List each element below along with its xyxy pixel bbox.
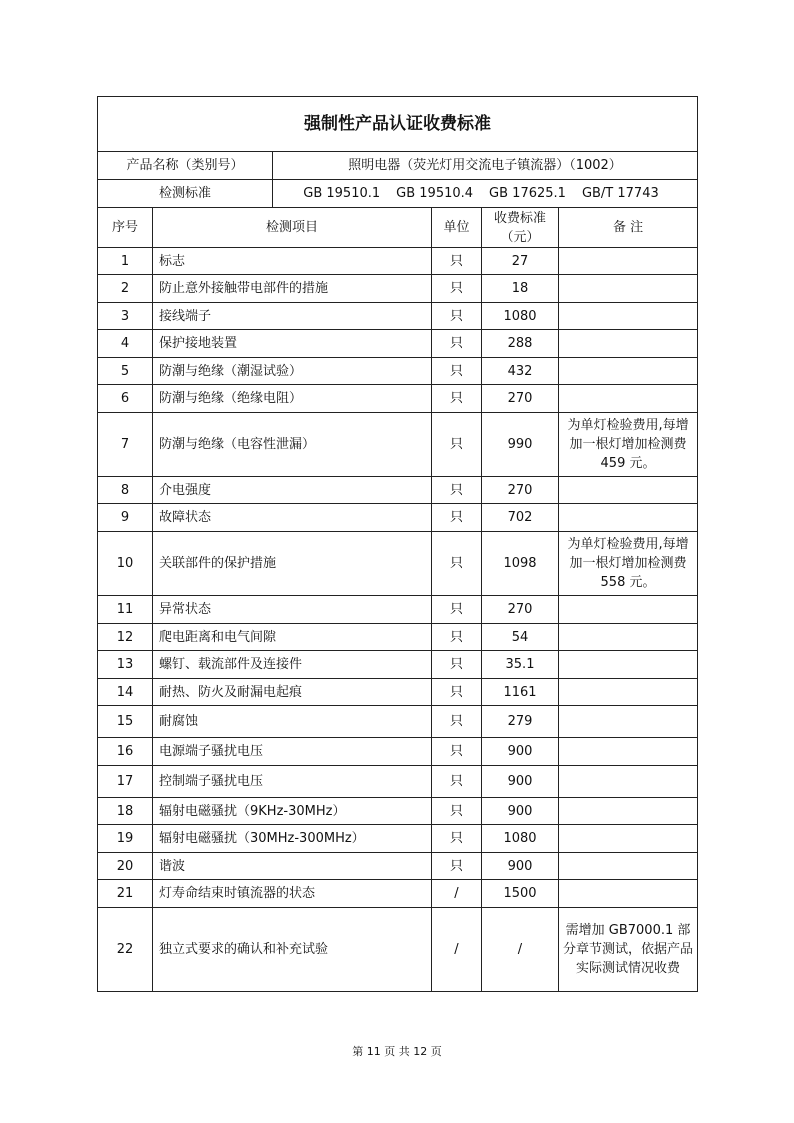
note-cell xyxy=(559,330,698,358)
standard-code: GB 19510.1 xyxy=(303,186,381,201)
header-note: 备 注 xyxy=(559,208,698,248)
note-cell xyxy=(559,477,698,504)
note-cell xyxy=(559,624,698,651)
row-number: 6 xyxy=(98,385,153,413)
test-item: 保护接地装置 xyxy=(153,330,432,358)
test-standard-list xyxy=(273,180,698,208)
note-cell xyxy=(559,766,698,798)
test-item: 异常状态 xyxy=(153,596,432,624)
row-number: 9 xyxy=(98,504,153,532)
fee-cell: 1080 xyxy=(482,303,559,330)
row-number: 10 xyxy=(98,532,153,596)
test-standard-label: 检测标准 xyxy=(98,180,273,208)
test-item: 故障状态 xyxy=(153,504,432,532)
row-number: 15 xyxy=(98,706,153,738)
row-number: 13 xyxy=(98,651,153,679)
fee-cell: / xyxy=(482,908,559,992)
fee-cell: 990 xyxy=(482,413,559,477)
table-row xyxy=(98,358,698,385)
fee-cell: 432 xyxy=(482,358,559,385)
note-cell xyxy=(559,738,698,766)
unit-cell: 只 xyxy=(432,248,482,275)
test-item: 电源端子骚扰电压 xyxy=(153,738,432,766)
page-title: 强制性产品认证收费标准 xyxy=(98,97,698,152)
fee-cell: 900 xyxy=(482,766,559,798)
test-item: 接线端子 xyxy=(153,303,432,330)
table-row xyxy=(98,330,698,358)
fee-cell: 18 xyxy=(482,275,559,303)
unit-cell: 只 xyxy=(432,275,482,303)
fee-cell: 35.1 xyxy=(482,651,559,679)
test-item: 防潮与绝缘（电容性泄漏） xyxy=(153,413,432,477)
unit-cell: 只 xyxy=(432,330,482,358)
row-number: 17 xyxy=(98,766,153,798)
page-footer: 第 11 页 共 12 页 xyxy=(352,1045,442,1058)
test-item: 控制端子骚扰电压 xyxy=(153,766,432,798)
note-cell xyxy=(559,303,698,330)
unit-cell: 只 xyxy=(432,303,482,330)
test-item: 防潮与绝缘（潮湿试验） xyxy=(153,358,432,385)
fee-standard-table xyxy=(97,96,698,992)
test-item: 耐腐蚀 xyxy=(153,706,432,738)
header-unit: 单位 xyxy=(432,208,482,248)
test-item: 辐射电磁骚扰（30MHz-300MHz） xyxy=(153,825,432,853)
note-cell: 为单灯检验费用,每增加一根灯增加检测费 459 元。 xyxy=(559,413,698,477)
header-fee: 收费标准（元） xyxy=(482,208,559,248)
fee-cell: 702 xyxy=(482,504,559,532)
fee-cell: 54 xyxy=(482,624,559,651)
test-item: 螺钉、载流部件及连接件 xyxy=(153,651,432,679)
test-item: 谐波 xyxy=(153,853,432,880)
table-row xyxy=(98,766,698,798)
test-item: 关联部件的保护措施 xyxy=(153,532,432,596)
standard-code: GB/T 17743 xyxy=(581,186,659,201)
fee-cell: 900 xyxy=(482,798,559,825)
fee-cell: 1500 xyxy=(482,880,559,908)
fee-cell: 288 xyxy=(482,330,559,358)
note-cell xyxy=(559,880,698,908)
unit-cell: / xyxy=(432,880,482,908)
test-item: 独立式要求的确认和补充试验 xyxy=(153,908,432,992)
standard-code: GB 17625.1 xyxy=(489,186,566,201)
row-number: 1 xyxy=(98,248,153,275)
test-item: 防止意外接触带电部件的措施 xyxy=(153,275,432,303)
unit-cell: 只 xyxy=(432,853,482,880)
table-row xyxy=(98,908,698,992)
test-item: 介电强度 xyxy=(153,477,432,504)
table-row xyxy=(98,248,698,275)
table-row xyxy=(98,738,698,766)
unit-cell: 只 xyxy=(432,706,482,738)
fee-cell: 900 xyxy=(482,738,559,766)
note-cell xyxy=(559,825,698,853)
table-row xyxy=(98,303,698,330)
fee-cell: 1098 xyxy=(482,532,559,596)
note-cell xyxy=(559,358,698,385)
row-number: 2 xyxy=(98,275,153,303)
row-number: 5 xyxy=(98,358,153,385)
note-cell xyxy=(559,651,698,679)
note-cell xyxy=(559,596,698,624)
table-row xyxy=(98,532,698,596)
fee-cell: 1161 xyxy=(482,679,559,706)
note-cell xyxy=(559,504,698,532)
unit-cell: 只 xyxy=(432,596,482,624)
table-row xyxy=(98,477,698,504)
product-name-label: 产品名称（类别号） xyxy=(98,152,273,180)
unit-cell: 只 xyxy=(432,624,482,651)
row-number: 19 xyxy=(98,825,153,853)
table-row xyxy=(98,679,698,706)
fee-cell: 270 xyxy=(482,385,559,413)
row-number: 12 xyxy=(98,624,153,651)
table-row xyxy=(98,798,698,825)
unit-cell: 只 xyxy=(432,651,482,679)
unit-cell: 只 xyxy=(432,766,482,798)
test-item: 灯寿命结束时镇流器的状态 xyxy=(153,880,432,908)
table-row xyxy=(98,651,698,679)
unit-cell: 只 xyxy=(432,504,482,532)
row-number: 20 xyxy=(98,853,153,880)
test-item: 标志 xyxy=(153,248,432,275)
table-row xyxy=(98,385,698,413)
unit-cell: 只 xyxy=(432,825,482,853)
test-item: 耐热、防火及耐漏电起痕 xyxy=(153,679,432,706)
fee-cell: 1080 xyxy=(482,825,559,853)
standard-code: GB 19510.4 xyxy=(396,186,474,201)
table-row xyxy=(98,880,698,908)
table-row xyxy=(98,504,698,532)
unit-cell: 只 xyxy=(432,413,482,477)
fee-cell: 27 xyxy=(482,248,559,275)
note-cell: 需增加 GB7000.1 部分章节测试，依据产品实际测试情况收费 xyxy=(559,908,698,992)
note-cell xyxy=(559,798,698,825)
row-number: 8 xyxy=(98,477,153,504)
test-item: 辐射电磁骚扰（9KHz-30MHz） xyxy=(153,798,432,825)
note-cell xyxy=(559,679,698,706)
test-item: 爬电距离和电气间隙 xyxy=(153,624,432,651)
fee-cell: 270 xyxy=(482,596,559,624)
row-number: 21 xyxy=(98,880,153,908)
unit-cell: / xyxy=(432,908,482,992)
unit-cell: 只 xyxy=(432,358,482,385)
row-number: 16 xyxy=(98,738,153,766)
unit-cell: 只 xyxy=(432,798,482,825)
row-number: 3 xyxy=(98,303,153,330)
unit-cell: 只 xyxy=(432,385,482,413)
table-row xyxy=(98,706,698,738)
fee-cell: 270 xyxy=(482,477,559,504)
row-number: 14 xyxy=(98,679,153,706)
unit-cell: 只 xyxy=(432,532,482,596)
unit-cell: 只 xyxy=(432,477,482,504)
table-row xyxy=(98,624,698,651)
table-row xyxy=(98,413,698,477)
note-cell xyxy=(559,275,698,303)
unit-cell: 只 xyxy=(432,738,482,766)
row-number: 22 xyxy=(98,908,153,992)
note-cell xyxy=(559,853,698,880)
note-cell xyxy=(559,385,698,413)
table-row xyxy=(98,825,698,853)
product-name-value: 照明电器（荧光灯用交流电子镇流器）（1002） xyxy=(273,152,698,180)
table-row xyxy=(98,275,698,303)
note-cell xyxy=(559,248,698,275)
table-row xyxy=(98,853,698,880)
note-cell xyxy=(559,706,698,738)
row-number: 7 xyxy=(98,413,153,477)
row-number: 11 xyxy=(98,596,153,624)
header-no: 序号 xyxy=(98,208,153,248)
table-row xyxy=(98,596,698,624)
header-item: 检测项目 xyxy=(153,208,432,248)
test-item: 防潮与绝缘（绝缘电阻） xyxy=(153,385,432,413)
unit-cell: 只 xyxy=(432,679,482,706)
fee-cell: 900 xyxy=(482,853,559,880)
row-number: 4 xyxy=(98,330,153,358)
note-cell: 为单灯检验费用,每增加一根灯增加检测费 558 元。 xyxy=(559,532,698,596)
row-number: 18 xyxy=(98,798,153,825)
fee-cell: 279 xyxy=(482,706,559,738)
